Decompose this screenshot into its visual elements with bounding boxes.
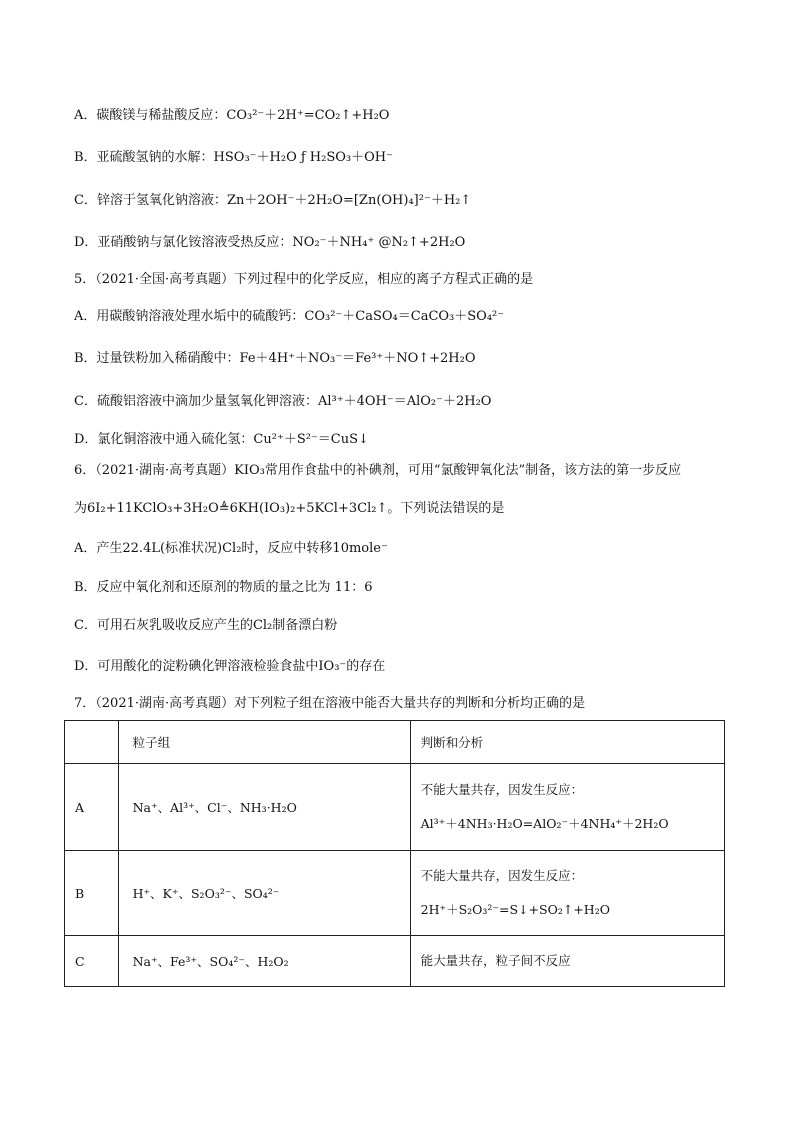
judgment-cell [410,851,724,936]
q6-option-a: A．产生22.4L(标准状况)Cl₂时，反应中转移10mole⁻ [74,541,388,556]
particle-group: H⁺、K⁺、S₂O₃²⁻、SO₄²⁻ [118,851,410,936]
table-row [65,851,725,936]
q5-option-d: D．氯化铜溶液中通入硫化氢：Cu²⁺＋S²⁻＝CuS↓ [74,432,369,447]
q5-option-a: A．用碳酸钠溶液处理水垢中的硫酸钙：CO₃²⁻＋CaSO₄＝CaCO₃＋SO₄²⁻ [74,309,505,324]
judgment-cell [410,936,724,987]
header-cell-judgment: 判断和分析 [410,721,724,764]
judgment-text: 不能大量共存，因发生反应： [420,782,584,797]
reaction-equation: 2H⁺＋S₂O₃²⁻=S↓+SO₂↑+H₂O [420,902,610,917]
question-7: 7．（2021·湖南·高考真题）对下列粒子组在溶液中能否大量共存的判断和分析均正确的是 [74,696,586,711]
q6-option-b: B．反应中氧化剂和还原剂的物质的量之比为 11：6 [74,580,373,595]
judgment-cell [410,764,724,851]
header-cell-particles: 粒子组 [118,721,410,764]
question-6-line-2: 为6I₂+11KClO₃+3H₂O≜6KH(IO₃)₂+5KCl+3Cl₂↑。下列说法错误的是 [74,501,505,516]
q5-option-c: C．硫酸铝溶液中滴加少量氢氧化钾溶液：Al³⁺＋4OH⁻＝AlO₂⁻＋2H₂O [74,394,492,409]
q6-option-d: D．可用酸化的淀粉碘化钾溶液检验食盐中IO₃⁻的存在 [74,659,386,674]
q6-option-c: C．可用石灰乳吸收反应产生的Cl₂制备漂白粉 [74,618,338,633]
row-label: B [65,851,119,936]
row-label: C [65,936,119,987]
q4-option-c: C．锌溶于氢氧化钠溶液：Zn＋2OH⁻＋2H₂O=[Zn(OH)₄]²⁻＋H₂↑ [74,193,472,208]
judgment-text: 能大量共存，粒子间不反应 [420,953,571,968]
table-header-row [65,721,725,764]
particle-group: Na⁺、Fe³⁺、SO₄²⁻、H₂O₂ [118,936,410,987]
question-5: 5．（2021·全国·高考真题）下列过程中的化学反应，相应的离子方程式正确的是 [74,272,534,287]
q4-option-b: B．亚硫酸氢钠的水解：HSO₃⁻＋H₂O ƒ H₂SO₃＋OH⁻ [74,150,393,165]
question-6-line-1: 6．（2021·湖南·高考真题）KIO₃常用作食盐中的补碘剂，可用“氯酸钾氧化法”制备，该方法的第一步反应 [74,463,682,478]
header-cell-empty [65,721,119,764]
judgment-text: 不能大量共存，因发生反应： [420,868,584,883]
row-label: A [65,764,119,851]
q5-option-b: B．过量铁粉加入稀硝酸中：Fe＋4H⁺＋NO₃⁻＝Fe³⁺＋NO↑+2H₂O [74,351,476,366]
q4-option-d: D．亚硝酸钠与氯化铵溶液受热反应：NO₂⁻＋NH₄⁺ @N₂↑+2H₂O [74,235,466,250]
table-row [65,936,725,987]
table-row [65,764,725,851]
particle-table [64,720,725,987]
particle-group: Na⁺、Al³⁺、Cl⁻、NH₃·H₂O [118,764,410,851]
q4-option-a: A．碳酸镁与稀盐酸反应：CO₃²⁻＋2H⁺=CO₂↑+H₂O [74,108,390,123]
reaction-equation: Al³⁺＋4NH₃·H₂O=AlO₂⁻＋4NH₄⁺＋2H₂O [420,816,669,831]
